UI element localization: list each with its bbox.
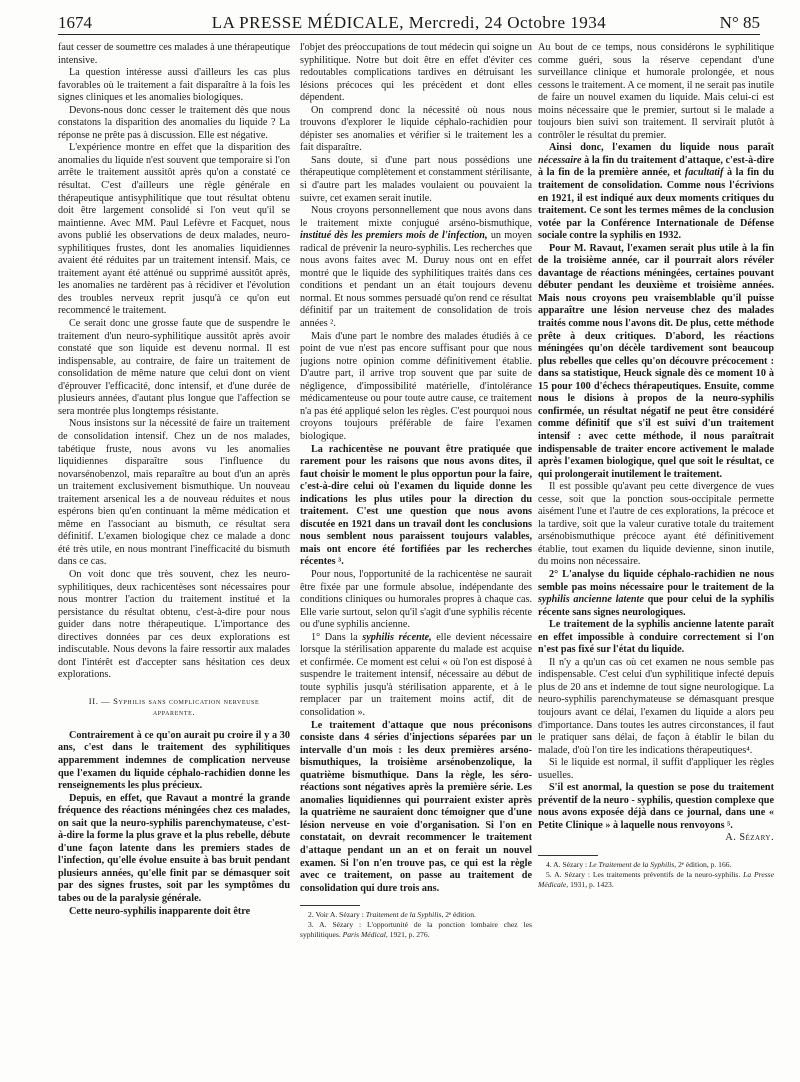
section-title-line-2: apparente.: [152, 706, 196, 717]
text-run: 2. Voir A. Sézary :: [308, 910, 364, 920]
paragraph: Le traitement d'attaque que nous préconisons consiste dans 4 séries d'injections séparées par un intervalle d'un mois : les deux premières arséno-bismuthiques, la troisième arsénobenzolique, la quatrième bismuthique. Dans la règle, les séro-réactions sont négatives après la première série. Les anomalies liquidiennes qui pourraient exister après la quatrième ne sauraient donc témoigner que d'une lésion nerveuse en voie d'organisation. Si l'on en constatait, on devrait recommencer le traitement d'attaque pendant un an et on ferait un nouvel examen. Si l'on n'en trouve pas, ce qui est la règle avec ce traitement, on passe au traitement de consolidation qui dure trois ans.: [300, 719, 532, 894]
paragraph: Devons-nous donc cesser le traitement dès que nous constatons la disparition des anomalies du liquide ? La réponse ne prête pas à discussion. Elle est négative.: [58, 104, 290, 141]
emphasis: nécessaire: [538, 154, 582, 166]
text-column-3: [538, 42, 774, 1072]
footnote-2: [300, 910, 532, 920]
section-heading: [58, 696, 290, 718]
emphasis: La Presse Médicale,: [538, 870, 774, 889]
text-run: 2° L'analyse du liquide céphalo-rachidien ne nous semble pas moins nécessaire pour le traitement de la: [538, 568, 774, 593]
paragraph: Depuis, en effet, que Ravaut a montré la grande fréquence des réactions méningées chez ces malades, on sait que la neuro-syphilis parenchymateuse, c'est-à-dire la forme la plus grave et la plus rebelle, débute d'une façon latente dans les premiers stades de l'infection, qu'elle évolue ensuite à bas bruit pendant plusieurs années, qu'elle finit par se démasquer soit par des signes frustes, soit par les symptômes du tabes ou de la paralysie générale.: [58, 792, 290, 904]
paragraph: Mais d'une part le nombre des malades étudiés à ce point de vue n'est pas encore suffisant pour que nous jugions notre opinion comme définitivement établie. D'autre part, il arrive trop souvent que par suite de négligence, d'impossibilité matérielle, d'intolérance médicamenteuse ou pour toute autre cause, ce traitement n'a pas été appliqué selon les règles. C'est pourquoi nous croyons toujours préférable de faire l'examen biologique.: [300, 330, 532, 442]
paragraph: Il est possible qu'avant peu cette divergence de vues cesse, soit que la ponction sous-occipitale permette aisément l'une et l'autre de ces explorations, la précoce et la tardive, soit que la valeur curative totale du traitement arsénobismuthique précoce ayant été définitivement établie, tout examen du liquide devienne, sinon inutile, du moins non nécessaire.: [538, 481, 774, 568]
text-run: elle devient nécessaire lorsque la stérilisation apparente du malade est acquise et confirmée. Ce moment est celui « où l'on est disposé à suspendre le traitement intensif, nécessaire au début de toute syphilis jusqu'à stérilisation apparente, et à le remplacer par un traitement moins actif, dit de consolidation ».: [300, 631, 532, 718]
footnote-rule: [538, 855, 598, 856]
journal-name: LA PRESSE MÉDICALE,: [211, 13, 404, 32]
paragraph: [538, 142, 774, 242]
footnote-3: [300, 920, 532, 940]
section-title-line-1: Syphilis sans complication nerveuse: [113, 695, 260, 706]
paragraph: La rachicentèse ne pouvant être pratiquée que rarement pour les raisons que nous avons dites, il faut choisir le moment le plus opportun pour la faire, c'est-à-dire celui où l'examen du liquide donne les indications les plus utiles pour la direction du traitement. C'est une question que nous avons discutée en 1921 dans un travail dont les conclusions nous semblent nous paraissent toujours valables, mais ont encore été fortifiées par les recherches récentes ³.: [300, 443, 532, 568]
paragraph: Sans doute, si d'une part nous possédions une thérapeutique complètement et constamment stérilisante, si d'autre part les malades voulaient ou pouvaient la suivre, cet examen serait inutile.: [300, 154, 532, 204]
paragraph: [538, 569, 774, 619]
paragraph: Il n'y a qu'un cas où cet examen ne nous semble pas indispensable. C'est celui d'un syphilitique infecté depuis plus de 20 ans et indemne de tout signe neurologique. La neuro-syphilis parenchymateuse se démasquant presque toujours avant ce délai, l'examen du liquide a alors peu d'importance. Dans toutes les autres circonstances, il faut le pratiquer sans délai, de façon à établir le bilan du malade, d'où l'on tire les indications thérapeutiques⁴.: [538, 656, 774, 756]
paragraph: Cette neuro-syphilis inapparente doit être: [69, 905, 251, 917]
issue-date: Mercredi, 24 Octobre 1934: [408, 13, 607, 32]
footnote-5: [538, 870, 774, 890]
text-run: 1° Dans la: [311, 631, 358, 643]
footnote-rule: [300, 905, 360, 906]
text-run: 2ᵉ édition.: [445, 910, 476, 920]
text-column-1: [58, 42, 290, 1072]
paragraph: Pour M. Ravaut, l'examen serait plus utile à la fin de la troisième année, car il pourrait alors révéler davantage de réactions méningées, certaines pouvant débuter pendant les deuxième et troisième années. Mais nous croyons peu vraisemblable qu'il puisse apparaître une lésion nerveuse chez des malades traités comme nous l'avons dit. De plus, cette méthode prête à deux critiques. D'abord, les réactions méningées qu'on décèle tardivement sont beaucoup plus rebelles que celles qu'on découvre précocement : dans sa statistique, Heuck signale dès ce moment 10 à 15 pour 100 d'échecs thérapeutiques. Ensuite, comme nous le disions à propos de la neuro-syphilis confirmée, un résultat négatif ne peut être considéré comme définitif que s'il est suivi d'un traitement intensif : avec cette méthode, il nous paraîtrait indispensable de traiter encore activement le malade après l'examen biologique, quel que soit le résultat, ce qui prolongerait inutilement le traitement.: [538, 242, 774, 480]
emphasis: Paris Médical,: [342, 930, 388, 940]
text-run: Ainsi donc, l'examen du liquide nous paraît: [549, 142, 774, 154]
paragraph: [300, 205, 532, 330]
paragraph: On comprend donc la nécessité où nous nous trouvons d'explorer le liquide céphalo-rachidien pour dépister ses anomalies et vérifier si le traitement les a fait disparaître.: [300, 104, 532, 154]
text-run: à la fin du traitement de consolidation. Comme nous l'écrivions en 1921, il est indiqué aux deux moments critiques du traitement. Ce sont les termes mêmes de la conclusion votée par la Conférence Internationale de Défense sociale contre la syphilis en 1932.: [538, 167, 774, 242]
paragraph: [300, 632, 532, 720]
section-number: II. —: [88, 695, 111, 706]
paragraph: Contrairement à ce qu'on aurait pu croire il y a 30 ans, c'est dans le traitement des syphilitiques apparemment indemnes de complication nerveuse que l'examen du liquide céphalo-rachidien donne les renseignements les plus précieux.: [58, 729, 290, 792]
text-run: Nous croyons personnellement que nous avons dans le traitement mixte conjugué arséno-bismuthique,: [300, 205, 532, 229]
running-title: [58, 12, 760, 34]
paragraph: Nous insistons sur la nécessité de faire un traitement de consolidation intensif. Chez un de nos malades, tabétique fruste, nous avons vu les anomalies liquidiennes disparaître sous l'influence du novarsénobenzol, mais reparaître au bout d'un an après un traitement exclusivement bismuthique. Un nouveau traitement arsenical les a de nouveau réduites et nous espérons bien qu'en continuant la même médication et même en l'associant au bismuth, ce résultat sera définitif. L'examen biologique chez ce malade a donc été très utile, en nous montrant l'inefficacité du bismuth dans ce cas.: [58, 418, 290, 568]
paragraph: Le traitement de la syphilis ancienne latente paraît en effet impossible à conduire correctement si l'on n'est pas fixé sur l'état du liquide.: [538, 619, 774, 656]
emphasis: syphilis récente,: [362, 631, 432, 643]
page-header: [58, 12, 760, 35]
text-run: 3. A. Sézary : L'opportunité de la ponction lombaire chez les syphilitiques.: [300, 920, 532, 940]
footnote-4: [538, 860, 774, 870]
paragraph: l'objet des préoccupations de tout médecin qui soigne un syphilitique. Notre but doit être en effet d'éviter ces redoutables complications tardives en détruisant les lésions précoces qui les précèdent et dont elles dépendent.: [300, 42, 532, 104]
text-run: 4. A. Sézary :: [546, 860, 588, 869]
text-run: un moyen radical de prévenir la neuro-syphilis. Les recherches que nous avons faites avec M. Duruy nous ont en effet montré que le liquide des syphilitiques traités dans ces conditions et pendant un an était toujours devenu normal. Et nous sommes persuadé qu'on rend ce résultat définitif par un traitement de consolidation de trois années ².: [300, 230, 532, 330]
author-signature: A. Sézary.: [725, 832, 774, 844]
text-column-2: [300, 42, 532, 1072]
paragraph: La question intéresse aussi d'ailleurs les cas plus favorables où le traitement a fait disparaître à la fois les signes cliniques et les anomalies biologiques.: [58, 67, 290, 104]
emphasis: Traitement de la Syphilis,: [365, 910, 444, 920]
text-run: 1921, p. 276.: [389, 930, 430, 940]
paragraph: L'expérience montre en effet que la disparition des anomalies du liquide n'est souvent que temporaire si l'on arrête le traitement aussitôt après qu'on a constaté ce résultat. C'est d'ailleurs une règle générale en thérapeutique antisyphilitique que tout résultat obtenu doit être largement consolidé si l'on veut qu'il se maintienne. Avec MM. Paul Lefèvre et Facquet, nous avons publié les observations de deux malades, neuro-syphilitiques frustes, dont les anomalies liquidiennes avaient été réduites par un traitement intensif. Mais, ce traitement ayant été atténué ou supprimé aussitôt après, les anomalies ne tardèrent pas à récidiver et l'évolution des troubles nerveux reprit jusqu'à ce qu'on eut recommencé le traitement.: [58, 142, 290, 317]
paragraph: Ce serait donc une grosse faute que de suspendre le traitement d'un neuro-syphilitique aussitôt après avoir constaté que son liquide est devenu normal. Il est indispensable, au contraire, de faire un traitement de consolidation de même nature que celui dont on vient d'éprouver l'efficacité, donc intensif, et d'une durée de plusieurs années, d'autant plus longue que l'affection se sera montrée plus longtemps résistante.: [58, 318, 290, 417]
emphasis: facultatif: [684, 167, 724, 179]
text-run: à la fin du traitement d'attaque, c'est-à-dire à la fin de la première année, et: [538, 154, 774, 179]
paragraph: faut cesser de soumettre ces malades à une thérapeutique intensive.: [58, 42, 290, 66]
paragraph: Si le liquide est normal, il suffit d'appliquer les règles usuelles.: [538, 757, 774, 781]
page-number: 1674: [58, 13, 92, 32]
issue-number: N° 85: [719, 13, 760, 32]
text-run: que pour celui de la syphilis récente sans signes neurologiques.: [538, 594, 774, 618]
text-run: 2ᵉ édition, p. 166.: [678, 860, 732, 869]
paragraph: S'il est anormal, la question se pose du traitement préventif de la neuro - syphilis, question complexe que nous avons exposée déjà dans ce journal, dans une « Petite Clinique » à laquelle nous renvoyons ⁵.: [538, 782, 774, 831]
paragraph: Au bout de ce temps, nous considérons le syphilitique comme guéri, sous la réserve cependant d'une surveillance clinique et humorale prolongée, et nous cessons le traitement. A ce moment, il ne serait pas inutile de faire un nouvel examen du liquide. Mais celui-ci est moins nécessaire que le premier, surtout si le malade a toujours bien suivi son traitement. Il servirait plutôt à contrôler le résultat du premier.: [538, 42, 774, 141]
emphasis: Le Traitement de la Syphilis,: [589, 860, 677, 869]
paragraph: Pour nous, l'opportunité de la rachicentèse ne saurait être fixée par une formule absolue, indépendante des conditions cliniques ou humorales propres à chaque cas. Elle varie surtout, selon qu'il s'agit d'une syphilis récente ou d'une syphilis ancienne.: [300, 568, 532, 631]
text-run: 1931, p. 1423.: [570, 880, 614, 889]
emphasis: syphilis ancienne latente: [538, 594, 644, 606]
text-run: 5. A. Sézary : Les traitements préventifs de la neuro-syphilis.: [546, 870, 741, 879]
emphasis: institué dès les premiers mois de l'infection,: [300, 230, 488, 242]
paragraph: On voit donc que très souvent, chez les neuro-syphilitiques, deux rachicentèses sont nécessaires pour nous montrer l'action du traitement institué et la persistance du résultat obtenu, c'est-à-dire pour nous guider dans notre thérapeutique. L'importance des directives données par ces deux explorations est indiscutable. Nous devons la faire ressortir aux malades dont l'intérêt est d'accepter sans hésitation ces deux explorations.: [58, 568, 290, 681]
